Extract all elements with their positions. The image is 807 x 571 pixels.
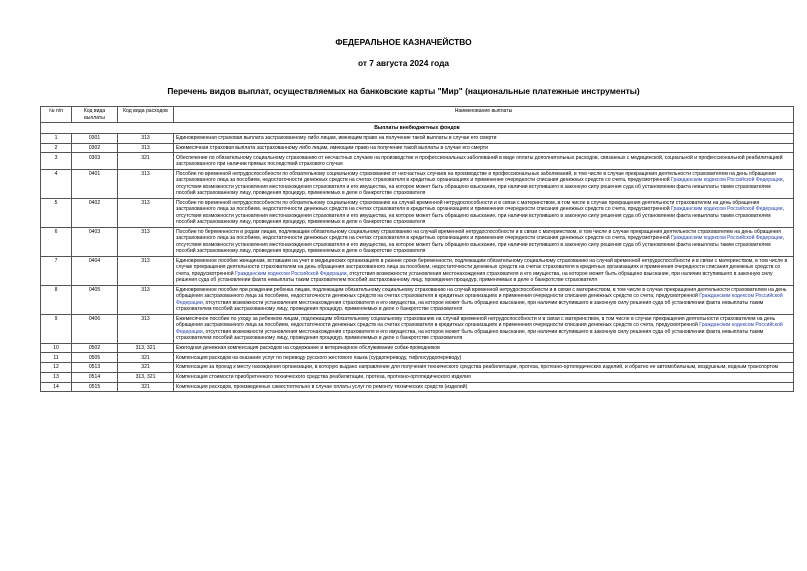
payment-name (174, 343, 794, 353)
table-row (41, 198, 794, 227)
payment-name-text: Пособие по беременности и родам лицам, подлежащим обязательному социальному страхованию на случай временной нетрудоспособности и в связи с материнством, в том числе в случае прекращения деятельности страхователем на день обращения застрахованного лица за пособием, недостаточности денежных средств на счетах страхователя в кредитных организациях и применения очередности списания денежных средств со счета, предусмотренной (176, 228, 781, 242)
civil-code-link[interactable]: Гражданским кодексом Российской Федерации (176, 293, 783, 306)
row-number: 8 (41, 285, 72, 314)
civil-code-link[interactable]: Гражданским кодексом Российской Федерации (671, 235, 783, 242)
section-title: Выплаты внебюджетных фондов (41, 123, 794, 133)
payment-code: 0401 (72, 169, 118, 198)
payment-code: 0402 (72, 198, 118, 227)
row-number: 11 (41, 353, 72, 363)
payment-code: 0302 (72, 143, 118, 153)
col-payment-name-header: Наименование выплаты (174, 107, 794, 123)
civil-code-link[interactable]: Гражданским кодексом Российской Федерации (176, 322, 783, 335)
payment-name-text: Единовременное пособие женщинам, вставшим на учет в медицинских организациях в ранние сроки беременности, подлежащим обязательному социальному страхованию на случай временной нетрудоспособности и в связи с материнством, в том числе в случае прекращения деятельности страхователем на день обращения застрахованного лица за пособием, недостаточности денежных средств на счетах страхователя в кредитных организациях и применения очередности списания денежных средств со счета, предусмотренной (176, 257, 788, 277)
payment-name (174, 372, 794, 382)
payment-code: 0406 (72, 314, 118, 343)
row-number: 1 (41, 133, 72, 143)
table-row (41, 343, 794, 353)
table-row (41, 372, 794, 382)
expense-code: 313, 321 (118, 372, 174, 382)
org-name: ФЕДЕРАЛЬНОЕ КАЗНАЧЕЙСТВО (335, 37, 472, 47)
table-row (41, 227, 794, 256)
payment-name-text: Пособие по временной нетрудоспособности по обязательному социальному страхованию на случай временной нетрудоспособности и в связи с материнством, в том числе в случае прекращения деятельности страхователем на день обращения застрахованного лица за пособием, недостаточности денежных средств на счетах страхователя в кредитных организациях и применения очередности списания денежных средств со счета, предусмотренной (176, 199, 760, 213)
expense-code: 313 (118, 256, 174, 285)
civil-code-link[interactable]: Гражданским кодексом Российской Федерации (671, 206, 783, 213)
payment-name-text-continued: , отсутствия возможности установления местонахождения страхователя и его имущества, на которое может быть обращено взыскание, при наличии вступившего в законную силу решения суда об установлении факта невыплаты таким страхователем пособий застрахованному лицу, проведения процедур, применяемых в деле о банкротстве страхователя (176, 206, 784, 225)
payment-code: 0505 (72, 353, 118, 363)
payment-code: 0513 (72, 363, 118, 373)
table-row (41, 285, 794, 314)
payments-table (40, 106, 794, 392)
row-number: 14 (41, 382, 72, 392)
table-row (41, 382, 794, 392)
payment-code: 0515 (72, 382, 118, 392)
expense-code: 313, 321 (118, 343, 174, 353)
table-row (41, 143, 794, 153)
payment-name-text-continued: , отсутствия возможности установления местонахождения страхователя и его имущества, на которое может быть обращено взыскание, при наличии вступившего в законную силу решения суда об установлении факта невыплаты таким страхователем пособий застрахованному лицу, проведения процедур, применяемых в деле о банкротстве страхователя (176, 235, 784, 254)
payment-name-text: Компенсация расходов на оказание услуг по переводу русского жестового языка (сурдопереводу, тифлосурдопереводу) (176, 354, 462, 361)
payment-name-text: Ежемесячная страховая выплата застрахованному либо лицам, имеющим право на получение такой выплаты в случае его смерти (176, 144, 488, 151)
expense-code: 321 (118, 353, 174, 363)
payment-name-text: Компенсация за проезд к месту нахождения организации, в которую выдано направление для получения технического средства реабилитации, протеза, протезно-ортопедических изделий, и обратно ее автомобильным, воздушным, водным транспортом (176, 364, 779, 371)
row-number: 2 (41, 143, 72, 153)
payment-code: 0405 (72, 285, 118, 314)
table-row (41, 256, 794, 285)
payment-name (174, 285, 794, 314)
expense-code: 313 (118, 285, 174, 314)
table-row (41, 314, 794, 343)
payment-code: 0303 (72, 153, 118, 169)
row-number: 4 (41, 169, 72, 198)
row-number: 9 (41, 314, 72, 343)
col-number-header: № п/п (41, 107, 72, 123)
row-number: 3 (41, 153, 72, 169)
payment-name-text: Ежегодная денежная компенсация расходов на содержание и ветеринарное обслуживание собак-проводников (176, 344, 440, 351)
row-number: 5 (41, 198, 72, 227)
payment-name (174, 382, 794, 392)
table-row (41, 133, 794, 143)
payment-name-text: Пособие по временной нетрудоспособности по обязательному социальному страхованию от несчастных случаев на производстве и профессиональных заболеваний, в том числе в случае прекращения деятельности страхователем на день обращения застрахованного лица за пособием, недостаточности денежных средств на счетах страхователя в кредитных организациях и применения очередности списания денежных средств со счета, предусмотренной (176, 170, 776, 184)
row-number: 13 (41, 372, 72, 382)
payment-name-text: Компенсация расходов, произведенных самостоятельно в случае оплаты услуг по ремонту технических средств (изделий) (176, 383, 468, 390)
col-payment-code-header: Код вида выплаты (72, 107, 118, 123)
payment-name (174, 256, 794, 285)
row-number: 6 (41, 227, 72, 256)
payment-name-text-continued: , отсутствия возможности установления местонахождения страхователя и его имущества, на которое может быть обращено взыскание, при наличии вступившего в законную силу решения суда об установлении факта невыплаты таким страхователем пособий застрахованному лицу, проведения процедур, применяемых в деле о банкротстве страхователя (176, 270, 773, 283)
document-title: Перечень видов выплат, осуществляемых на банковские карты "Мир" (национальные платежные инструменты) (167, 86, 640, 96)
expense-code: 321 (118, 363, 174, 373)
row-number: 10 (41, 343, 72, 353)
table-row (41, 169, 794, 198)
payment-code: 0404 (72, 256, 118, 285)
payment-name (174, 314, 794, 343)
payment-name (174, 169, 794, 198)
payment-name (174, 143, 794, 153)
expense-code: 313 (118, 133, 174, 143)
col-expense-code-header: Код вида расходов (118, 107, 174, 123)
payment-name (174, 198, 794, 227)
expense-code: 313 (118, 198, 174, 227)
payment-name-text: Компенсация стоимости приобретенного технического средства реабилитации, протеза, протезно-ортопедического изделия (176, 374, 471, 381)
payment-code: 0301 (72, 133, 118, 143)
payment-code: 0514 (72, 372, 118, 382)
table-header-row (41, 107, 794, 123)
civil-code-link[interactable]: Гражданским кодексом Российской Федерации (671, 177, 783, 184)
expense-code: 313 (118, 169, 174, 198)
table-row (41, 363, 794, 373)
row-number: 12 (41, 363, 72, 373)
row-number: 7 (41, 256, 72, 285)
payment-code: 0403 (72, 227, 118, 256)
expense-code: 321 (118, 153, 174, 169)
payment-name (174, 363, 794, 373)
table-row (41, 153, 794, 169)
expense-code: 313 (118, 143, 174, 153)
document-date: от 7 августа 2024 года (357, 58, 450, 68)
payment-name-text-continued: , отсутствия возможности установления местонахождения страхователя и его имущества, на которое может быть обращено взыскание, при наличии вступившего в законную силу решения суда об установлении факта невыплаты таким страхователем пособий застрахованному лицу, проведения процедур, применяемых в деле о банкротстве страхователя (176, 328, 764, 341)
payment-name-text: Единовременная страховая выплата застрахованному либо лицам, имеющим право на получение такой выплаты в случае его смерти (176, 134, 497, 141)
payment-name (174, 153, 794, 169)
civil-code-link[interactable]: Гражданским кодексом Российской Федерации (235, 270, 347, 277)
expense-code: 313 (118, 314, 174, 343)
payment-name-text: Ежемесячное пособие по уходу за ребенком лицам, подлежащим обязательному социальному страхованию на случай временной нетрудоспособности и в связи с материнством, в том числе в случае прекращения деятельности страхователем на день обращения застрахованного лица за пособием, недостаточности денежных средств на счетах страхователя в кредитных организациях и применения очередности списания денежных средств со счета, предусмотренной (176, 315, 776, 329)
expense-code: 313 (118, 227, 174, 256)
expense-code: 321 (118, 382, 174, 392)
payment-name-text-continued: , отсутствия возможности установления местонахождения страхователя и его имущества, на которое может быть обращено взыскание, при наличии вступившего в законную силу решения суда об установлении факта невыплаты таким страхователем пособий застрахованному лицу, проведения процедур, применяемых в деле о банкротстве страхователя (176, 299, 764, 312)
payment-name-text: Единовременное пособие при рождении ребенка лицам, подлежащим обязательному социальному страхованию на случай временной нетрудоспособности и в связи с материнством, в том числе в случае прекращения деятельности страхователем на день обращения застрахованного лица за пособием, недостаточности денежных средств на счетах страхователя в кредитных организациях и применения очередности списания денежных средств со счета, предусмотренной (176, 286, 787, 300)
section-row (41, 123, 794, 133)
payment-name-text-continued: , отсутствия возможности установления местонахождения страхователя и его имущества, на которое может быть обращено взыскание, при наличии вступившего в законную силу решения суда об установлении факта невыплаты таким страхователем пособий застрахованному лицу, проведения процедур, применяемых в деле о банкротстве страхователя (176, 177, 784, 196)
payment-name (174, 353, 794, 363)
payment-name (174, 227, 794, 256)
payment-code: 0502 (72, 343, 118, 353)
table-row (41, 353, 794, 363)
payment-name (174, 133, 794, 143)
payment-name-text: Обеспечение по обязательному социальному страхованию от несчастных случаев на производстве и профессиональных заболеваний в виде оплаты дополнительных расходов, связанных с медицинской, социальной и профессиональной реабилитацией застрахованного при наличии прямых последствий страхового случая (176, 154, 783, 167)
table-body (41, 123, 794, 392)
